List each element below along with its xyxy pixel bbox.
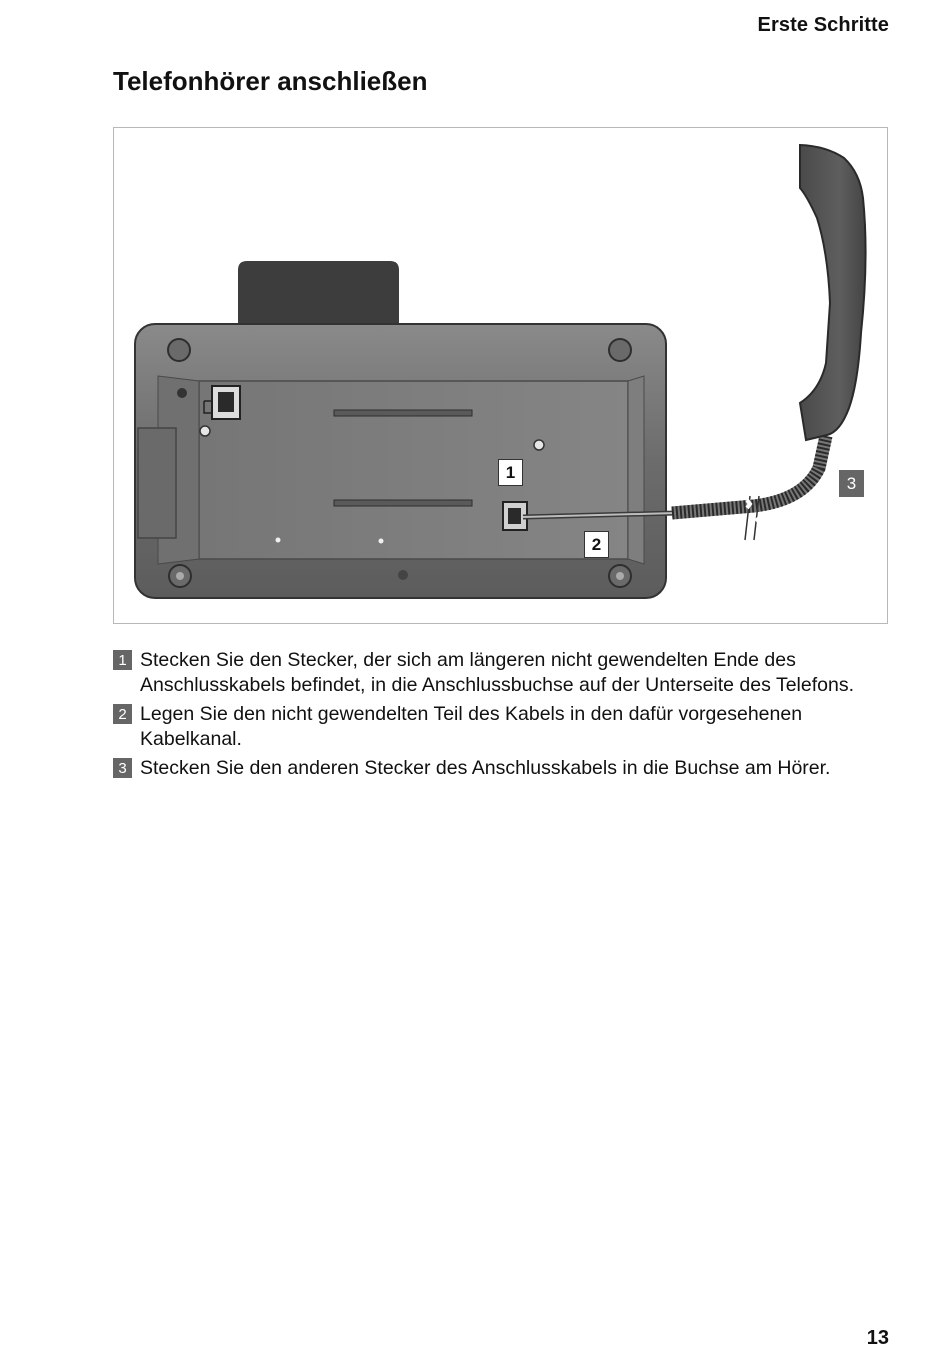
page-title: Telefonhörer anschließen xyxy=(113,66,428,96)
step-item xyxy=(113,648,893,698)
step-list xyxy=(113,648,893,785)
callout-3: 3 xyxy=(839,470,864,497)
step-number-badge: 2 xyxy=(113,704,132,724)
step-text: Legen Sie den nicht gewendelten Teil des Kabels in den dafür vorgesehenen Kabelkanal. xyxy=(140,703,803,750)
step-item xyxy=(113,702,893,752)
foot-top-right xyxy=(609,339,631,361)
display-stand xyxy=(238,261,399,328)
step-text: Stecken Sie den anderen Stecker des Anschlusskabels in die Buchse am Hörer. xyxy=(140,757,831,779)
callout-1: 1 xyxy=(498,459,523,486)
step-number-badge: 1 xyxy=(113,650,132,670)
step-item xyxy=(113,756,893,781)
phone-illustration xyxy=(113,127,888,624)
callout-2: 2 xyxy=(584,531,609,558)
page-number: 13 xyxy=(866,1327,889,1349)
step-number-badge: 3 xyxy=(113,758,132,778)
step-text: Stecken Sie den Stecker, der sich am längeren nicht gewendelten Ende des Anschlusskabels befindet, in die Anschlussbuchse auf der Unterseite des Telefons. xyxy=(140,649,854,696)
foot-top-left xyxy=(168,339,190,361)
phone-underside-drawing xyxy=(114,128,889,625)
handset xyxy=(800,145,866,440)
section-header: Erste Schritte xyxy=(757,14,889,36)
